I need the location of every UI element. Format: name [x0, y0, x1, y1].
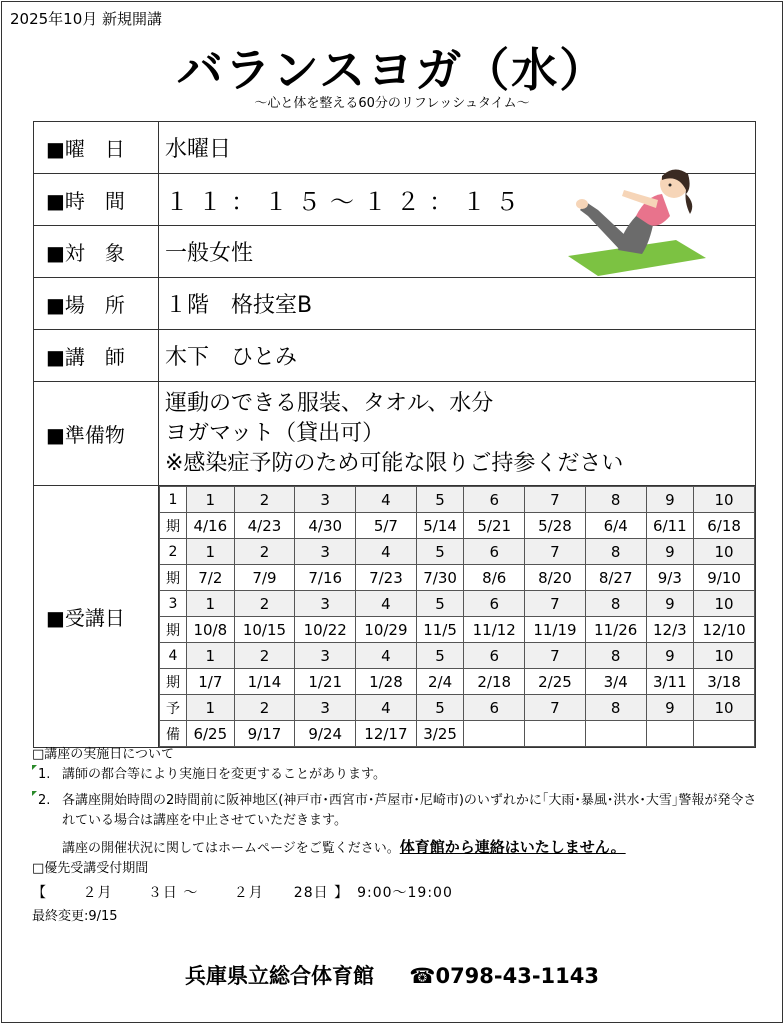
- homepage-text: 講座の開催状況に関してはホームページをご覧ください。: [62, 841, 400, 856]
- session-date: 4/30: [295, 513, 356, 539]
- session-date: 7/23: [356, 565, 417, 591]
- arm: [622, 190, 658, 208]
- schedule-date-row: [160, 669, 755, 695]
- session-number: 6: [464, 487, 525, 513]
- session-number: 8: [585, 487, 646, 513]
- session-number: 5: [416, 695, 464, 721]
- phone-number: ☎0798-43-1143: [409, 964, 600, 988]
- schedule-date-row: [160, 721, 755, 747]
- page-title: バランスヨガ（水）: [176, 43, 608, 97]
- session-number: 3: [295, 487, 356, 513]
- period-label-top: 4: [160, 643, 187, 669]
- session-number: 9: [646, 695, 694, 721]
- session-date: 3/25: [416, 721, 464, 747]
- note-2-text: 各講座開始時間の2時間前に阪神地区(神戸市･西宮市･芦屋市･尼崎市)のいずれかに｢大雨･暴風･洪水･大雪｣警報が発令されている場合は講座を中止させていただきます。: [62, 793, 757, 828]
- schedule-cell: [159, 486, 756, 748]
- session-number: 7: [525, 591, 586, 617]
- time-label: ■時 間: [34, 174, 159, 226]
- schedule-number-row: [160, 591, 755, 617]
- target-label: ■対 象: [34, 226, 159, 278]
- session-number: 6: [464, 695, 525, 721]
- green-triangle-icon: [32, 765, 37, 770]
- time-value: １１：１５～１２：１５: [159, 174, 756, 226]
- session-number: 2: [234, 487, 295, 513]
- session-date: 12/3: [646, 617, 694, 643]
- session-number: 5: [416, 643, 464, 669]
- period-label-bottom: 期: [160, 513, 187, 539]
- note-1-text: 講師の都合等により実施日を変更することがあります。: [62, 767, 386, 782]
- session-number: 3: [295, 539, 356, 565]
- session-date: 2/25: [525, 669, 586, 695]
- session-date: 10/29: [356, 617, 417, 643]
- dates-label: ■受講日: [34, 486, 159, 748]
- session-date: 10/22: [295, 617, 356, 643]
- prep-line-3: ※感染症予防のため可能な限りご持参ください: [165, 450, 624, 476]
- session-number: 2: [234, 539, 295, 565]
- session-date: 4/16: [187, 513, 235, 539]
- period-label-bottom: 期: [160, 617, 187, 643]
- session-number: 1: [187, 539, 235, 565]
- session-date: 2/18: [464, 669, 525, 695]
- session-date: 1/7: [187, 669, 235, 695]
- notes-section: [32, 745, 762, 927]
- period-label-top: 3: [160, 591, 187, 617]
- note-item-1: [32, 765, 762, 785]
- row-dates: [34, 486, 756, 748]
- session-number: 5: [416, 539, 464, 565]
- session-date: [694, 721, 755, 747]
- session-number: 4: [356, 487, 417, 513]
- session-date: 8/6: [464, 565, 525, 591]
- session-number: 5: [416, 591, 464, 617]
- session-date: 1/21: [295, 669, 356, 695]
- session-date: 4/23: [234, 513, 295, 539]
- session-number: 3: [295, 591, 356, 617]
- session-date: [464, 721, 525, 747]
- no-contact-text: 体育館から連絡はいたしません。: [399, 838, 626, 856]
- session-number: 8: [585, 643, 646, 669]
- session-date: 7/9: [234, 565, 295, 591]
- session-number: 9: [646, 643, 694, 669]
- green-triangle-icon: [32, 791, 37, 796]
- session-number: 10: [694, 695, 755, 721]
- session-number: 2: [234, 591, 295, 617]
- session-date: [646, 721, 694, 747]
- org-name: 兵庫県立総合体育館: [184, 964, 374, 988]
- yoga-woman-illustration: [558, 158, 708, 278]
- session-date: 9/10: [694, 565, 755, 591]
- session-number: 7: [525, 487, 586, 513]
- schedule-date-row: [160, 617, 755, 643]
- session-number: 1: [187, 591, 235, 617]
- session-number: 8: [585, 591, 646, 617]
- period-label-top: 1: [160, 487, 187, 513]
- prep-label: ■準備物: [34, 382, 159, 486]
- row-prep: [34, 382, 756, 486]
- session-date: 10/8: [187, 617, 235, 643]
- period-label-top: 予: [160, 695, 187, 721]
- period-label-bottom: 備: [160, 721, 187, 747]
- schedule-number-row: [160, 487, 755, 513]
- priority-period: 【 ２月 ３日 ～ ２月 28日 】 9:00～19:00: [32, 885, 453, 901]
- session-number: 2: [234, 695, 295, 721]
- session-number: 2: [234, 643, 295, 669]
- priority-heading: □優先受講受付期間: [32, 861, 149, 876]
- place-value: １階 格技室B: [159, 278, 756, 330]
- session-date: 3/18: [694, 669, 755, 695]
- session-date: 3/11: [646, 669, 694, 695]
- header-note: 2025年10月 新規開講: [10, 10, 163, 28]
- session-number: 9: [646, 591, 694, 617]
- session-date: 12/17: [356, 721, 417, 747]
- instructor-label: ■講 師: [34, 330, 159, 382]
- session-number: 10: [694, 539, 755, 565]
- prep-line-2: ヨガマット（貸出可）: [165, 420, 385, 446]
- note-item-2: [32, 791, 762, 831]
- session-number: 7: [525, 539, 586, 565]
- session-date: 7/30: [416, 565, 464, 591]
- session-date: 8/20: [525, 565, 586, 591]
- session-number: 10: [694, 591, 755, 617]
- session-number: 4: [356, 695, 417, 721]
- session-date: 2/4: [416, 669, 464, 695]
- note-1-number: 1.: [38, 767, 51, 782]
- schedule-number-row: [160, 695, 755, 721]
- session-number: 10: [694, 643, 755, 669]
- session-number: 7: [525, 695, 586, 721]
- target-value: 一般女性: [159, 226, 756, 278]
- session-date: [525, 721, 586, 747]
- session-number: 1: [187, 487, 235, 513]
- session-date: 6/11: [646, 513, 694, 539]
- session-date: 11/19: [525, 617, 586, 643]
- session-date: 1/14: [234, 669, 295, 695]
- schedule-number-row: [160, 539, 755, 565]
- session-date: 6/4: [585, 513, 646, 539]
- schedule-number-row: [160, 643, 755, 669]
- session-number: 5: [416, 487, 464, 513]
- session-date: 12/10: [694, 617, 755, 643]
- session-date: 5/7: [356, 513, 417, 539]
- day-value: 水曜日: [159, 122, 756, 174]
- instructor-value: 木下 ひとみ: [159, 330, 756, 382]
- session-number: 4: [356, 643, 417, 669]
- session-number: 8: [585, 695, 646, 721]
- session-number: 3: [295, 695, 356, 721]
- session-number: 10: [694, 487, 755, 513]
- session-number: 9: [646, 539, 694, 565]
- schedule-table: [159, 486, 755, 747]
- session-number: 8: [585, 539, 646, 565]
- session-date: 5/28: [525, 513, 586, 539]
- session-date: 5/21: [464, 513, 525, 539]
- eye: [669, 184, 672, 187]
- session-number: 6: [464, 539, 525, 565]
- session-date: 1/28: [356, 669, 417, 695]
- feet: [576, 199, 588, 209]
- session-number: 6: [464, 643, 525, 669]
- row-instructor: [34, 330, 756, 382]
- flyer-page: [1, 1, 783, 1023]
- session-number: 4: [356, 539, 417, 565]
- last-change: 最終変更:9/15: [32, 909, 118, 924]
- homepage-notice: [32, 837, 762, 859]
- session-date: 10/15: [234, 617, 295, 643]
- row-place: [34, 278, 756, 330]
- session-number: 6: [464, 591, 525, 617]
- session-date: 11/5: [416, 617, 464, 643]
- note-2-number: 2.: [38, 793, 51, 808]
- session-date: 8/27: [585, 565, 646, 591]
- schedule-date-row: [160, 565, 755, 591]
- session-date: 11/26: [585, 617, 646, 643]
- schedule-date-row: [160, 513, 755, 539]
- day-label: ■曜 日: [34, 122, 159, 174]
- session-date: 6/18: [694, 513, 755, 539]
- session-number: 4: [356, 591, 417, 617]
- place-label: ■場 所: [34, 278, 159, 330]
- session-date: 9/3: [646, 565, 694, 591]
- session-number: 3: [295, 643, 356, 669]
- session-date: 6/25: [187, 721, 235, 747]
- period-label-top: 2: [160, 539, 187, 565]
- notes-heading: □講座の実施日について: [32, 747, 175, 762]
- session-date: 9/17: [234, 721, 295, 747]
- prep-value: [159, 382, 756, 486]
- subtitle: ～心と体を整える60分のリフレッシュタイム～: [254, 96, 530, 111]
- period-label-bottom: 期: [160, 565, 187, 591]
- footer: [2, 960, 782, 990]
- session-date: 7/2: [187, 565, 235, 591]
- session-number: 7: [525, 643, 586, 669]
- session-date: [585, 721, 646, 747]
- session-number: 9: [646, 487, 694, 513]
- session-number: 1: [187, 695, 235, 721]
- session-date: 5/14: [416, 513, 464, 539]
- prep-line-1: 運動のできる服装、タオル、水分: [165, 390, 494, 416]
- session-date: 11/12: [464, 617, 525, 643]
- session-date: 7/16: [295, 565, 356, 591]
- session-number: 1: [187, 643, 235, 669]
- session-date: 9/24: [295, 721, 356, 747]
- period-label-bottom: 期: [160, 669, 187, 695]
- session-date: 3/4: [585, 669, 646, 695]
